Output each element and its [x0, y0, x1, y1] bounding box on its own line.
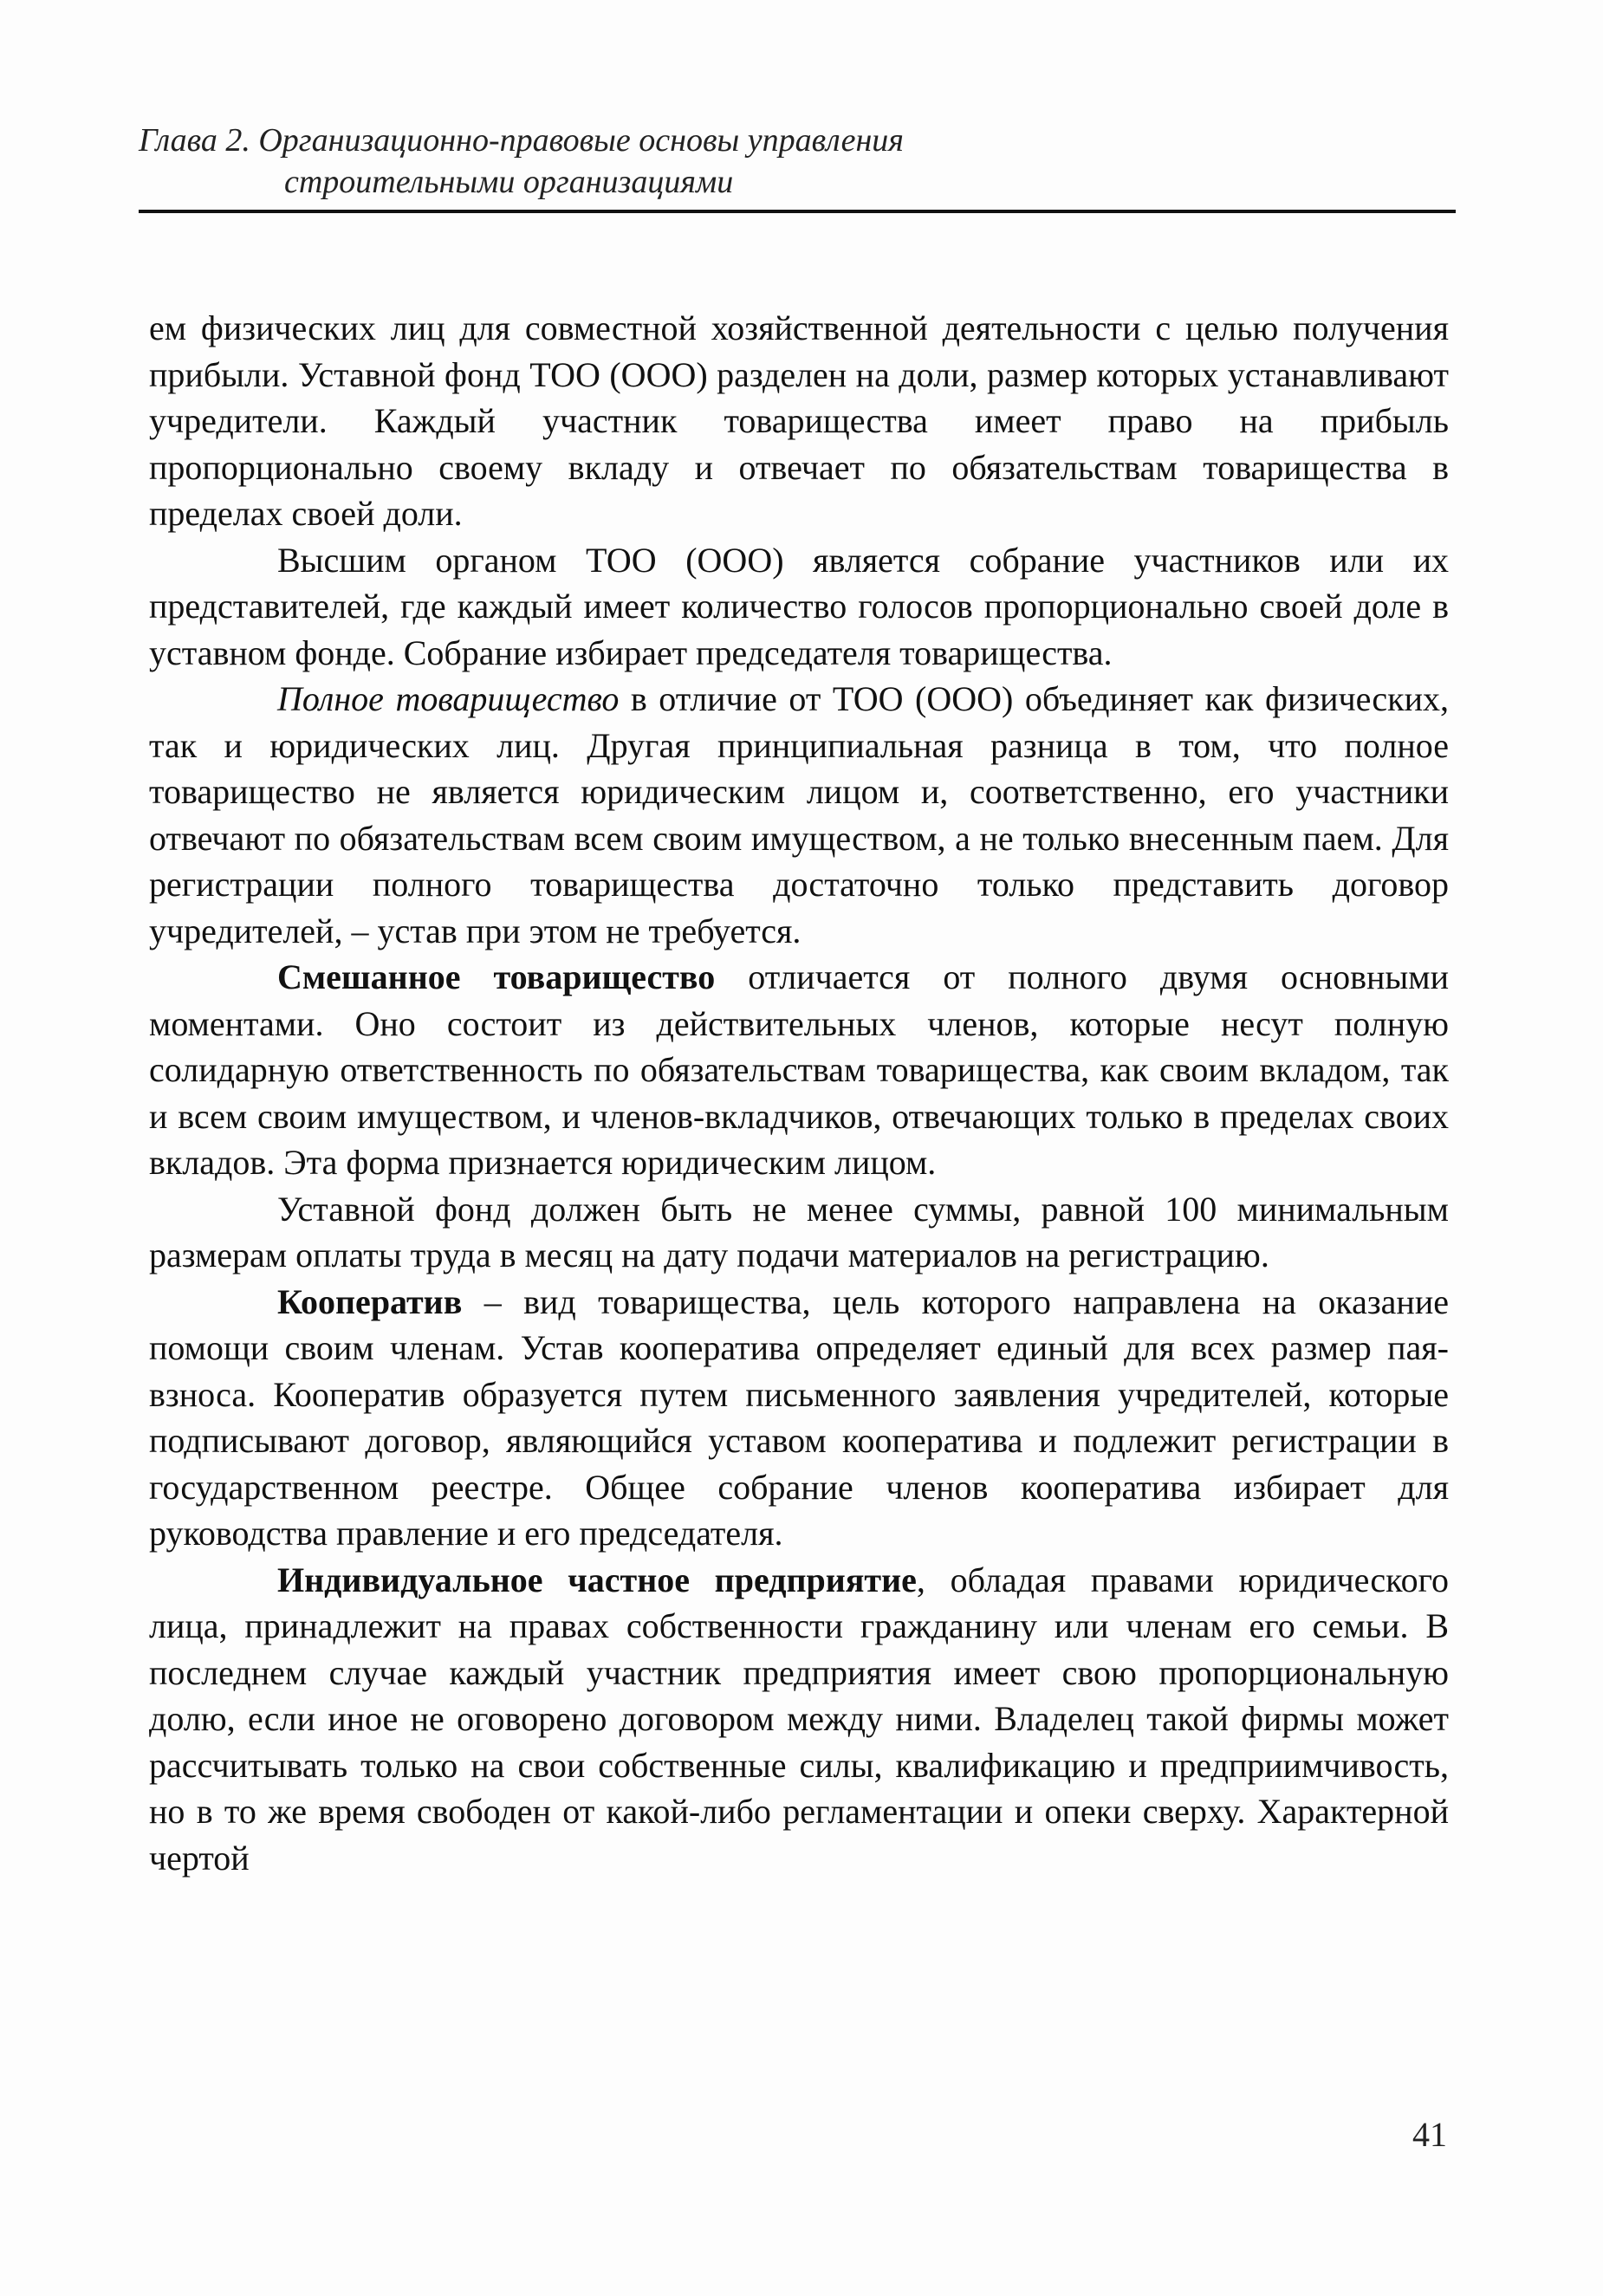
paragraph-7: Индивидуальное частное предприятие, обладая правами юридического лица, принадлежит на правах собственности гражданину или членам его семьи. В последнем случае каждый участник предприятия имеет свою пропорциональную долю, если иное не оговорено договором между ними. Владелец такой фирмы может рассчитывать только на свои собственные силы, квалификацию и предприимчивость, но в то же время свободен от какой-либо регламентации и опеки сверху. Характерной чертой	[149, 1560, 1449, 1878]
term-cooperative: Кооператив	[277, 1281, 463, 1321]
term-mixed-partnership: Смешанное товарищество	[277, 957, 716, 996]
paragraph-1: ем физических лиц для совместной хозяйственной деятельности с целью получения прибыли. Уставной фонд ТОО (ООО) разделен на доли, размер которых устанавливают учредители. Каждый участник товарищества имеет право на прибыль пропорционально своему вкладу и отвечает по обязательствам товарищества в пределах своей доли.	[149, 308, 1449, 533]
paragraph-4: Смешанное товарищество отличается от полного двумя основными моментами. Оно состоит из действительных членов, которые несут полную солидарную ответственность по обязательствам товарищества, как своим вкладом, так и всем своим имуществом, и членов-вкладчиков, отвечающих только в пределах своих вкладов. Эта форма признается юридическим лицом.	[149, 957, 1450, 1182]
chapter-title-line-2: строительными организациями	[284, 164, 734, 200]
paragraph-6: Кооператив – вид товарищества, цель которого направлена на оказание помощи своим членам. Устав кооператива определяет единый для всех размер пая-взноса. Кооператив образуется путем письменного заявления учредителей, которые подписывают договор, являющийся уставом кооператива и подлежит регистрации в государственном реестре. Общее собрание членов кооператива избирает для руководства правление и его председателя.	[149, 1281, 1449, 1553]
running-header	[139, 120, 1456, 203]
page-number: 41	[1412, 2115, 1447, 2154]
header-rule	[139, 210, 1456, 213]
term-individual-enterprise: Индивидуальное частное предприятие	[277, 1560, 917, 1599]
term-full-partnership: Полное товарищество	[277, 679, 620, 718]
paragraph-5: Уставной фонд должен быть не менее суммы, равной 100 минимальным размерам оплаты труда в месяц на дату подачи материалов на регистрацию.	[149, 1189, 1449, 1274]
body-text	[149, 305, 1449, 1881]
paragraph-2: Высшим органом ТОО (ООО) является собрание участников или их представителей, где каждый имеет количество голосов пропорционально своей доле в уставном фонде. Собрание избирает председателя товарищества.	[149, 540, 1449, 672]
chapter-title-line-1: Глава 2. Организационно-правовые основы управления	[139, 122, 904, 159]
paragraph-3: Полное товарищество в отличие от ТОО (ООО) объединяет как физических, так и юридических лиц. Другая принципиальная разница в том, что полное товарищество не является юридическим лицом и, соответственно, его участники отвечают по обязательствам всем своим имуществом, а не только внесенным паем. Для регистрации полного товарищества достаточно только представить договор учредителей, – устав при этом не требуется.	[149, 679, 1449, 950]
